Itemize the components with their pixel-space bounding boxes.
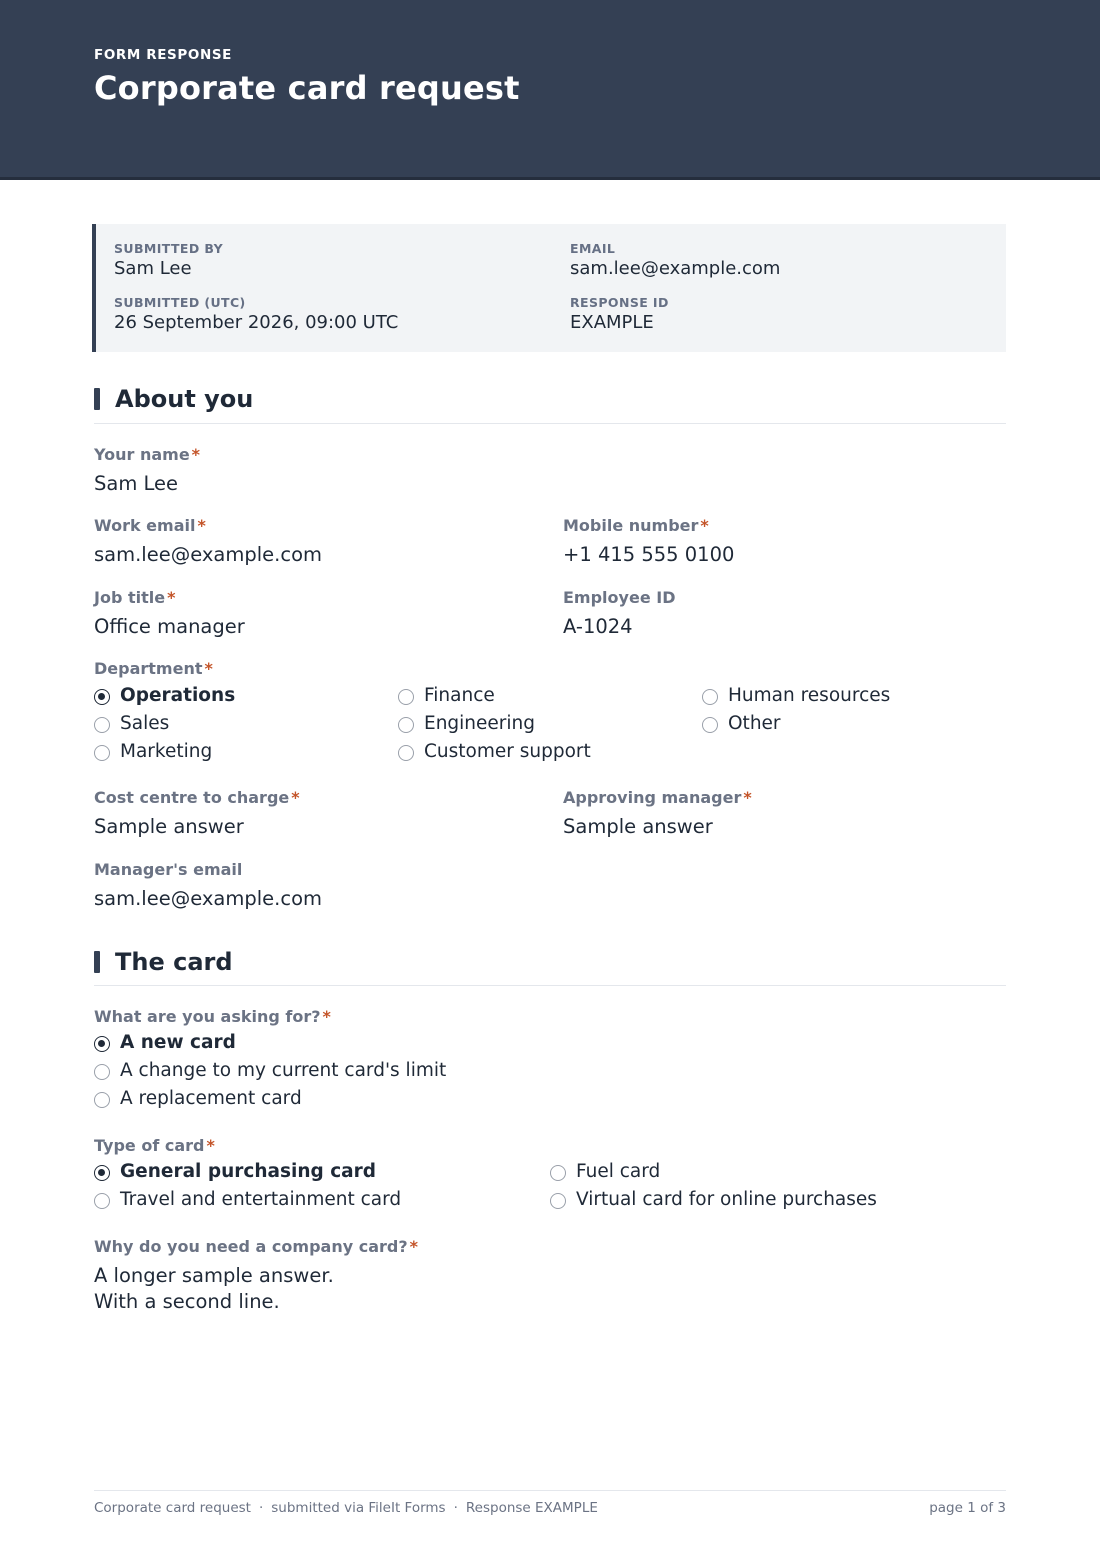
meta-email-value: sam.lee@example.com [570, 258, 781, 279]
meta-response-id-value: EXAMPLE [570, 312, 654, 333]
field-why-need-card [94, 1237, 418, 1315]
radio-empty-icon [94, 1193, 110, 1209]
field-label: Cost centre to charge * [94, 788, 300, 807]
field-value: Sample answer [563, 815, 713, 838]
section-about-you [94, 387, 1006, 424]
required-marker: * [204, 659, 213, 678]
required-marker: * [322, 1007, 331, 1026]
field-label: Employee ID [563, 588, 676, 607]
radio-selected-icon [94, 689, 110, 705]
footer-separator: · [453, 1500, 458, 1516]
section-title: The card [115, 948, 233, 976]
field-value: Office manager [94, 615, 245, 638]
radio-selected-icon [94, 1165, 110, 1181]
field-value: Sam Lee [94, 472, 179, 495]
required-marker: * [291, 788, 300, 807]
meta-submitted-utc-label: SUBMITTED (UTC) [114, 295, 246, 310]
required-marker: * [409, 1237, 418, 1256]
field-mobile-number [563, 516, 734, 568]
radio-selected-icon [94, 1036, 110, 1052]
required-marker: * [743, 788, 752, 807]
answer-line-1: A longer sample answer. [94, 1264, 334, 1287]
section-title: About you [115, 385, 254, 413]
field-label: Why do you need a company card? * [94, 1237, 418, 1256]
radio-empty-icon [550, 1165, 566, 1181]
radio-empty-icon [94, 717, 110, 733]
meta-response-id-label: RESPONSE ID [570, 295, 669, 310]
meta-submitted-utc-value: 26 September 2026, 09:00 UTC [114, 312, 399, 333]
radio-empty-icon [94, 745, 110, 761]
field-value: A-1024 [563, 615, 633, 638]
meta-email-label: EMAIL [570, 241, 616, 256]
page-header [0, 0, 1100, 180]
meta-submitted-by [114, 241, 223, 280]
field-employee-id [563, 588, 675, 640]
radio-empty-icon [702, 717, 718, 733]
required-marker: * [700, 516, 709, 535]
footer-form-name: Corporate card request [94, 1500, 251, 1516]
meta-submitted-by-value: Sam Lee [114, 258, 192, 279]
field-card-type [94, 1136, 215, 1156]
field-cost-centre [94, 788, 300, 840]
section-marker [94, 388, 100, 410]
radio-empty-icon [398, 717, 414, 733]
field-value-multiline [94, 1263, 418, 1315]
radio-empty-icon [94, 1064, 110, 1080]
answer-line-2: With a second line. [94, 1290, 280, 1313]
field-label: Job title * [94, 588, 176, 607]
page-footer [94, 1490, 1006, 1516]
meta-submitted-utc [114, 295, 398, 334]
radio-empty-icon [398, 689, 414, 705]
field-value: sam.lee@example.com [94, 543, 322, 566]
field-label: Approving manager * [563, 788, 752, 807]
submission-meta [92, 224, 1006, 352]
field-your-name [94, 445, 200, 497]
field-value: Sample answer [94, 815, 244, 838]
field-work-email [94, 516, 322, 568]
footer-response: Response EXAMPLE [465, 1500, 598, 1516]
field-approving-manager [563, 788, 752, 840]
meta-submitted-by-label: SUBMITTED BY [114, 241, 224, 256]
field-manager-email [94, 860, 322, 912]
field-job-title [94, 588, 245, 640]
required-marker: * [206, 1136, 215, 1155]
meta-response-id [570, 295, 669, 334]
page-title: Corporate card request [94, 69, 520, 107]
section-marker [94, 951, 100, 973]
field-asking-for [94, 1007, 331, 1027]
field-label: Your name * [94, 445, 201, 464]
radio-empty-icon [550, 1193, 566, 1209]
field-department [94, 659, 213, 679]
meta-email [570, 241, 780, 280]
footer-via: submitted via FileIt Forms [271, 1500, 446, 1516]
field-label: Manager's email [94, 860, 243, 879]
footer-separator: · [258, 1500, 264, 1516]
required-marker: * [197, 516, 206, 535]
required-marker: * [167, 588, 176, 607]
section-the-card [94, 950, 1006, 986]
radio-empty-icon [398, 745, 414, 761]
page-number: page 1 of 3 [929, 1500, 1006, 1516]
form-response-page: FORM RESPONSE Corporate card request SUBMITTED BY Sam Lee EMAIL sam.lee@example.com SUBMITTED (UTC) 26 September 2026, 09:00 UTC RESPONSE ID EXAMPLE About you Your name * Sam Lee Work email * sam.lee@example.com Mobile number * +1 415 555 0100 Job title * Office manager Employee ID A-1024 Department * Operations Finance Human resources Sales Engineering Other Marketing Customer support Cost centre to charge * Sample answer Approving manager * Sample answer Manager's email sam.lee@example.com The card What are you asking for? * A new card A change to my current card's limit A replacement card Type of card * General purchasing card Fuel card Travel and entertainment card Virtual card for online purchases Why do you need a company card? * A longer sample answer. With a second line. Corporate card request · submitted via FileIt Forms · Response EXAMPLE page 1 of 3 [0, 0, 1100, 1556]
header-kicker: FORM RESPONSE [94, 47, 232, 63]
field-label: Type of card * [94, 1136, 215, 1155]
required-marker: * [191, 445, 201, 464]
field-label: Department * [94, 659, 213, 678]
field-label: Work email * [94, 516, 206, 535]
field-value: +1 415 555 0100 [563, 543, 735, 566]
radio-empty-icon [94, 1092, 110, 1108]
field-value: sam.lee@example.com [94, 887, 322, 910]
field-label: Mobile number * [563, 516, 709, 535]
field-label: What are you asking for? * [94, 1007, 331, 1026]
radio-empty-icon [702, 689, 718, 705]
footer-info [94, 1499, 598, 1517]
